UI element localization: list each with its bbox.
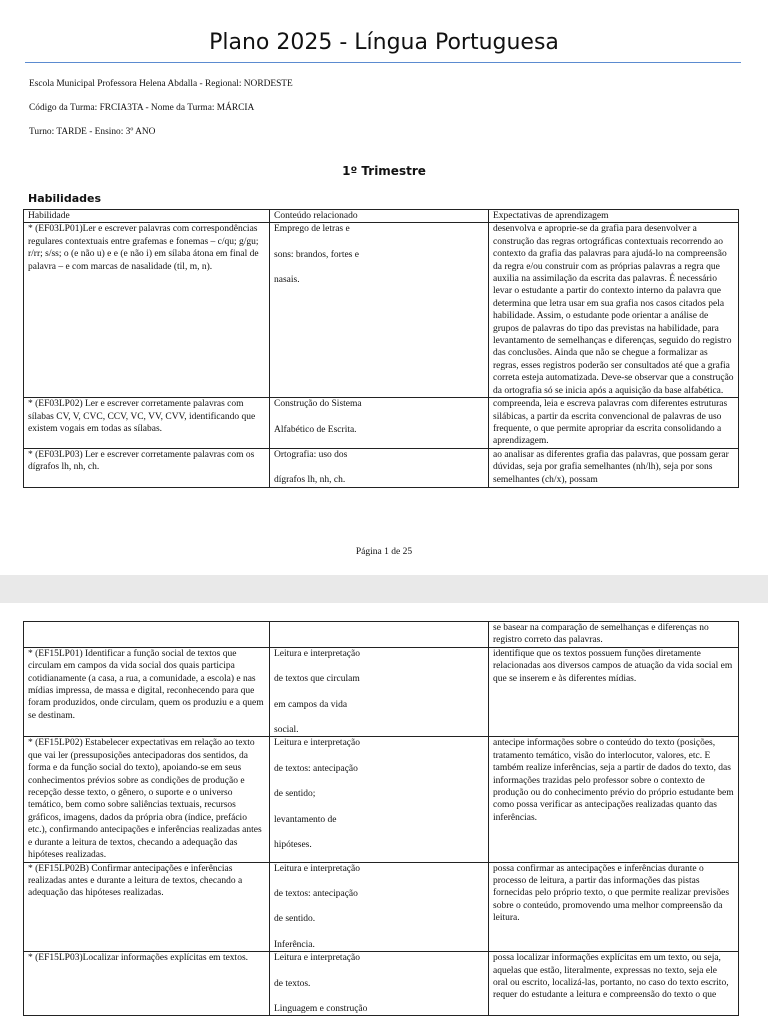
conteudo-line: em campos da vida bbox=[274, 699, 348, 710]
conteudo-line: Leitura e interpretação bbox=[274, 953, 360, 964]
conteudo-cell bbox=[270, 448, 489, 487]
conteudo-cell bbox=[270, 737, 489, 862]
expectativas-cell: desenvolva e aproprie-se da grafia para desenvolver a construção das regras ortográficas contextuais recorrendo ao contexto da grafia das palavras para ajudá-lo na compreensão da regra e/ou construir com as próprias palavras a regra que auxilia na assimilação da escrita das palavras. É necessário levar o estudante a partir do contexto interno da palavra que determina que letra usar em sua grafia nos casos citados pela habilidade. Assim, o estudante pode orientar a análise de grupos de palavras do tipo das previstas na habilidade, para levantamento de semelhanças e diferenças, seguido do registro das conclusões. Ainda que não se chegue a formalizar as regras, esses registros poderão ser consultados até que a grafia correta esteja automatizada. Deve-se observar que a construção da ortografia só se inicia após a aquisição da base alfabética. bbox=[489, 223, 739, 398]
conteudo-line: Leitura e interpretação bbox=[274, 738, 360, 749]
conteudo-cell bbox=[270, 622, 489, 648]
conteudo-line: Leitura e interpretação bbox=[274, 863, 360, 874]
habilidades-table-page-2 bbox=[23, 621, 739, 1016]
conteudo-line: levantamento de bbox=[274, 814, 337, 825]
conteudo-cell bbox=[270, 398, 489, 449]
turma-line: Código da Turma: FRCIA3TA - Nome da Turma: MÁRCIA bbox=[29, 103, 255, 113]
habilidade-cell bbox=[24, 622, 270, 648]
conteudo-line: hipóteses. bbox=[274, 840, 312, 851]
trimestre-heading: 1º Trimestre bbox=[342, 164, 426, 178]
habilidade-cell: * (EF03LP03) Ler e escrever corretamente palavras com os dígrafos lh, nh, ch. bbox=[24, 448, 270, 487]
conteudo-cell bbox=[270, 952, 489, 1016]
conteudo-line: social. bbox=[274, 725, 299, 736]
table-row bbox=[24, 647, 739, 737]
conteudo-line: de textos: antecipação bbox=[274, 763, 358, 774]
document-page-2 bbox=[0, 603, 768, 1024]
habilidade-cell: * (EF03LP01)Ler e escrever palavras com correspondências regulares contextuais entre grafemas e fonemas – c/qu; g/gu; r/rr; s/ss; o (e não u) e e (e não i) em sílaba átona em final de palavra – e com marcas de nasalidade (til, m, n). bbox=[24, 223, 270, 398]
habilidade-cell: * (EF03LP02) Ler e escrever corretamente palavras com sílabas CV, V, CVC, CCV, VC, VV, CVV, identificando que existem vogais em todas as sílabas. bbox=[24, 398, 270, 449]
escola-line: Escola Municipal Professora Helena Abdalla - Regional: NORDESTE bbox=[29, 79, 293, 89]
conteudo-line: Emprego de letras e bbox=[274, 224, 350, 235]
document-title: Plano 2025 - Língua Portuguesa bbox=[209, 30, 559, 55]
table-row bbox=[24, 223, 739, 398]
conteudo-line: Alfabético de Escrita. bbox=[274, 424, 357, 435]
conteudo-cell bbox=[270, 647, 489, 737]
conteudo-line: Linguagem e construção bbox=[274, 1003, 368, 1014]
header-expectativas: Expectativas de aprendizagem bbox=[489, 210, 739, 223]
habilidade-cell: * (EF15LP02) Estabelecer expectativas em relação ao texto que vai ler (pressuposições antecipadoras dos sentidos, da forma e da função social do texto), apoiando-se em seus conhecimentos prévios sobre as condições de produção e recepção desse texto, o gênero, o suporte e o universo temático, bem como sobre saliências textuais, recursos gráficos, imagens, dados da própria obra (índice, prefácio etc.), confirmando antecipações e inferências realizadas antes e durante a leitura de textos, checando a adequação das hipóteses realizadas. bbox=[24, 737, 270, 862]
expectativas-cell: possa localizar informações explícitas em um texto, ou seja, aquelas que estão, literalmente, expressas no texto, seja ele oral ou escrito, localizá-las, portanto, no caso do texto escrito, requer do estudante a leitura e compreensão do texto o que bbox=[489, 952, 739, 1016]
table-row bbox=[24, 398, 739, 449]
table-row bbox=[24, 952, 739, 1016]
conteudo-line: Ortografia: uso dos bbox=[274, 449, 348, 460]
expectativas-cell: possa confirmar as antecipações e inferências durante o processo de leitura, a partir das informações das pistas fornecidas pelo próprio texto, o que permite realizar previsões sobre o conteúdo, promovendo uma melhor compreensão da leitura. bbox=[489, 862, 739, 952]
expectativas-cell: antecipe informações sobre o conteúdo do texto (posições, tratamento temático, visão do interlocutor, valores, etc. E também realize inferências, seja a partir de dados do texto, das informações trazidas pelo professor sobre o contexto de produção ou do conhecimento prévio do próprio estudante bem como possa verificar as antecipações realizadas quanto das inferências. bbox=[489, 737, 739, 862]
conteudo-line: Leitura e interpretação bbox=[274, 648, 360, 659]
header-habilidade: Habilidade bbox=[24, 210, 270, 223]
expectativas-cell: ao analisar as diferentes grafia das palavras, que possam gerar dúvidas, seja por grafia semelhantes (nh/lh), seja por sons semelhantes (ch/x), possam bbox=[489, 448, 739, 487]
turno-line: Turno: TARDE - Ensino: 3º ANO bbox=[29, 127, 156, 137]
conteudo-line: de sentido; bbox=[274, 789, 316, 800]
conteudo-cell bbox=[270, 223, 489, 398]
expectativas-cell: identifique que os textos possuem funções diretamente relacionadas aos diversos campos de atuação da vida social em que se inserem e às diferentes mídias. bbox=[489, 647, 739, 737]
table-header-row bbox=[24, 210, 739, 223]
title-underline bbox=[25, 62, 741, 63]
habilidades-table-page-1 bbox=[23, 209, 739, 488]
expectativas-cell: se basear na comparação de semelhanças e diferenças no registro correto das palavras. bbox=[489, 622, 739, 648]
conteudo-line: sons: brandos, fortes e bbox=[274, 249, 359, 260]
expectativas-cell: compreenda, leia e escreva palavras com diferentes estruturas silábicas, a partir da escrita convencional de palavras de uso frequente, o que permite apropriar da escrita consolidando a aprendizagem. bbox=[489, 398, 739, 449]
conteudo-cell bbox=[270, 862, 489, 952]
conteudo-line: Construção do Sistema bbox=[274, 399, 362, 410]
conteudo-line: Inferência. bbox=[274, 939, 315, 950]
conteudo-line: de sentido. bbox=[274, 914, 316, 925]
conteudo-line: nasais. bbox=[274, 275, 300, 286]
table-row bbox=[24, 448, 739, 487]
habilidades-heading: Habilidades bbox=[28, 192, 101, 205]
table-row bbox=[24, 737, 739, 862]
conteudo-line: de textos. bbox=[274, 978, 311, 989]
habilidade-cell: * (EF15LP01) Identificar a função social de textos que circulam em campos da vida social dos quais participa cotidianamente (a casa, a rua, a comunidade, a escola) e nas mídias impressa, de massa e digital, reconhecendo para que foram produzidos, onde circulam, quem os produziu e a quem se destinam. bbox=[24, 647, 270, 737]
table-row bbox=[24, 622, 739, 648]
habilidade-cell: * (EF15LP03)Localizar informações explícitas em textos. bbox=[24, 952, 270, 1016]
conteudo-line: de textos que circulam bbox=[274, 674, 360, 685]
conteudo-line: de textos: antecipação bbox=[274, 888, 358, 899]
header-conteudo: Conteúdo relacionado bbox=[270, 210, 489, 223]
table-row bbox=[24, 862, 739, 952]
page-footer: Página 1 de 25 bbox=[355, 547, 413, 557]
habilidade-cell: * (EF15LP02B) Confirmar antecipações e inferências realizadas antes e durante a leitura de textos, checando a adequação das hipóteses realizadas. bbox=[24, 862, 270, 952]
conteudo-line: dígrafos lh, nh, ch. bbox=[274, 475, 346, 486]
